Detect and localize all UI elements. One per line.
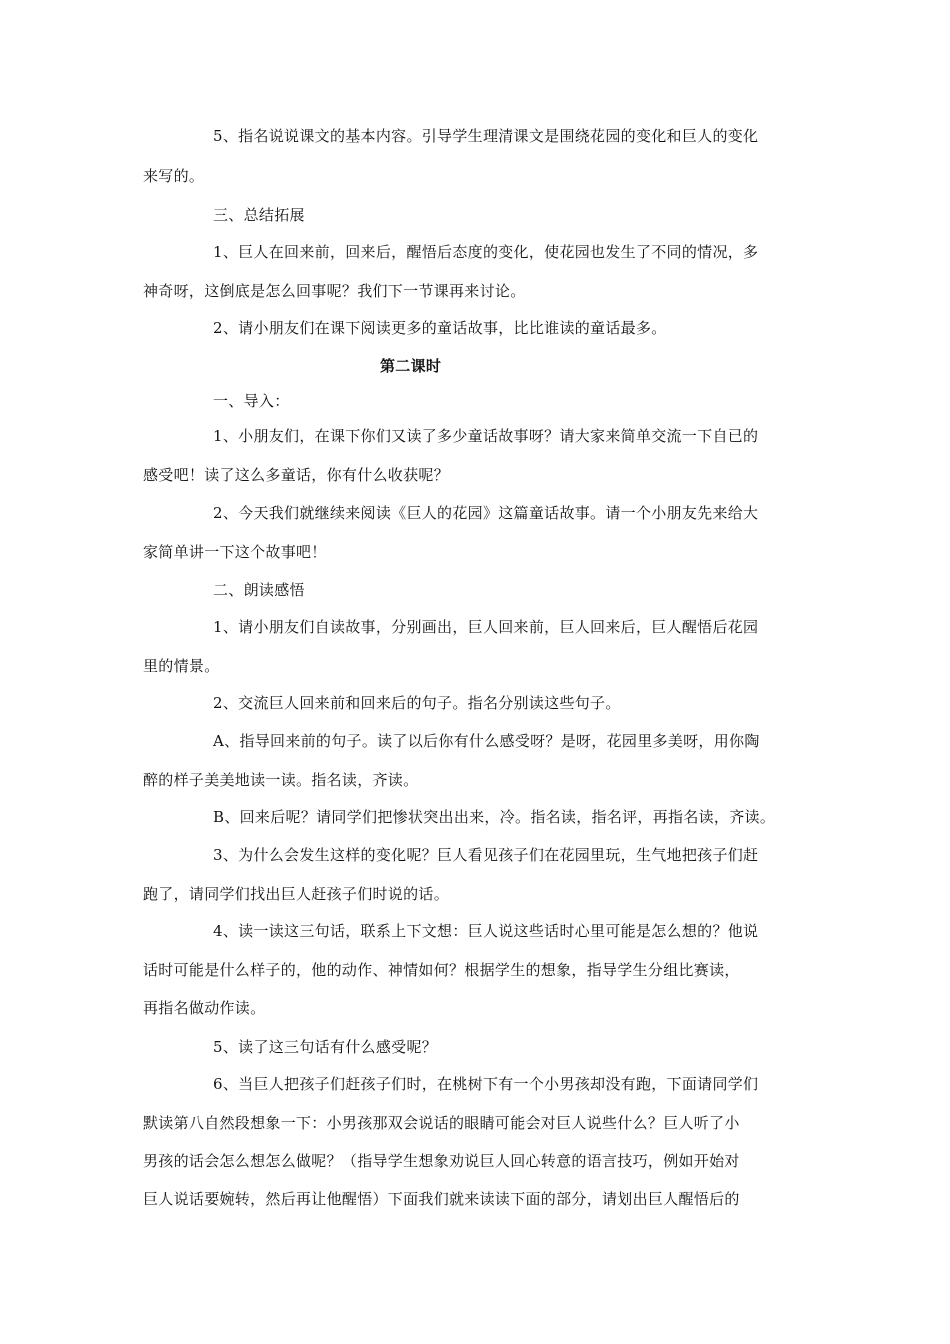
paragraph-line: 巨人说话要婉转，然后再让他醒悟）下面我们就来读读下面的部分，请划出巨人醒悟后的 [143,1190,740,1208]
paragraph-line: 2、今天我们就继续来阅读《巨人的花园》这篇童话故事。请一个小朋友先来给大 [213,504,759,522]
paragraph-line: 感受吧！读了这么多童话，你有什么收获呢？ [143,466,450,484]
paragraph-line: 家简单讲一下这个故事吧！ [143,543,327,561]
paragraph-line: 2、请小朋友们在课下阅读更多的童话故事，比比谁读的童话最多。 [213,319,667,337]
paragraph-line: 4、读一读这三句话，联系上下文想：巨人说这些话时心里可能是怎么想的？他说 [213,922,759,940]
paragraph-line: 男孩的话会怎么想怎么做呢？（指导学生想象劝说巨人回心转意的语言技巧，例如开始对 [143,1152,740,1170]
paragraph-line: 5、读了这三句话有什么感受呢？ [213,1038,438,1056]
paragraph-line: 话时可能是什么样子的，他的动作、神情如何？根据学生的想象，指导学生分组比赛读， [143,961,740,979]
lesson-title: 第二课时 [380,357,442,375]
paragraph-line: 1、请小朋友们自读故事，分别画出，巨人回来前，巨人回来后，巨人醒悟后花园 [213,618,759,636]
paragraph-line: 跑了，请同学们找出巨人赶孩子们时说的话。 [143,885,450,903]
paragraph-line: A、指导回来前的句子。读了以后你有什么感受呀？是呀，花园里多美呀，用你陶 [213,732,760,750]
paragraph-line: 再指名做动作读。 [143,999,266,1017]
paragraph-line: 1、小朋友们，在课下你们又读了多少童话故事呀？请大家来简单交流一下自已的 [213,427,759,445]
paragraph-line: 2、交流巨人回来前和回来后的句子。指名分别读这些句子。 [213,694,621,712]
paragraph-line: B、回来后呢？请同学们把惨状突出出来，冷。指名读，指名评，再指名读，齐读。 [213,808,776,826]
section-heading: 二、朗读感悟 [213,581,305,599]
paragraph-line: 神奇呀，这倒底是怎么回事呢？我们下一节课再来讨论。 [143,282,526,300]
paragraph-line: 里的情景。 [143,657,220,675]
paragraph-line: 5、指名说说课文的基本内容。引导学生理清课文是围绕花园的变化和巨人的变化 [213,127,759,145]
paragraph-line: 3、为什么会发生这样的变化呢？巨人看见孩子们在花园里玩，生气地把孩子们赶 [213,846,759,864]
paragraph-line: 来写的。 [143,167,205,185]
paragraph-line: 醉的样子美美地读一读。指名读，齐读。 [143,771,419,789]
paragraph-line: 6、当巨人把孩子们赶孩子们时，在桃树下有一个小男孩却没有跑，下面请同学们 [213,1075,759,1093]
paragraph-line: 1、巨人在回来前，回来后，醒悟后态度的变化，使花园也发生了不同的情况，多 [213,243,759,261]
section-heading: 一、导入： [213,392,290,410]
paragraph-line: 默读第八自然段想象一下：小男孩那双会说话的眼睛可能会对巨人说些什么？巨人听了小 [143,1114,740,1132]
section-heading: 三、总结拓展 [213,206,305,224]
